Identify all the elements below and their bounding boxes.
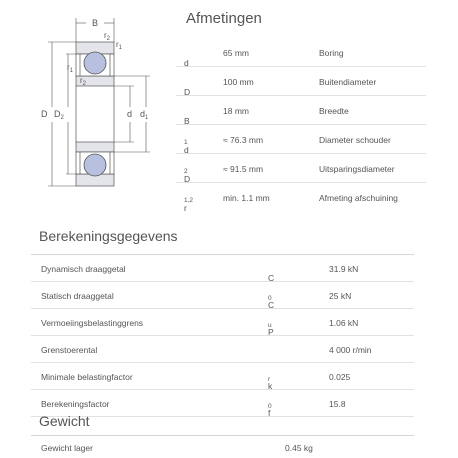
calculation-value: 25 kN [329, 291, 352, 301]
dimensions-table [176, 38, 426, 211]
dimension-row-recess-diameter [176, 154, 426, 183]
dimension-value: 100 mm [223, 77, 254, 87]
mass-row-bearing [31, 436, 414, 454]
label-B: B [91, 18, 99, 28]
calculation-name: Grenstoerental [41, 345, 98, 355]
calculation-value: 0.025 [329, 372, 351, 382]
calculation-symbol: P $_u$ [268, 322, 274, 337]
upper-ball [84, 52, 106, 74]
dimension-description: Breedte [319, 106, 349, 116]
calculation-symbol: f $_0$ [268, 403, 272, 418]
dimension-symbol: D $_2$ [184, 168, 191, 184]
label-r1-left: $r_1$ [67, 63, 74, 74]
dimension-row-shoulder-diameter [176, 125, 426, 154]
dimensions-heading: Afmetingen [186, 10, 262, 27]
dimension-row-chamfer [176, 183, 426, 211]
calculation-value: 31.9 kN [329, 264, 359, 274]
calculation-table [31, 255, 414, 417]
dimension-symbol: d $_1$ [184, 139, 189, 155]
calculation-value: 1.06 kN [329, 318, 359, 328]
calculation-name: Minimale belastingfactor [41, 372, 133, 382]
dimension-value: 18 mm [223, 106, 249, 116]
label-r2-left: $r_2$ [80, 76, 87, 87]
dimension-value: ≈ 76.3 mm [223, 135, 264, 145]
calculation-name: Berekeningsfactor [41, 399, 110, 409]
dimension-value: ≈ 91.5 mm [223, 164, 264, 174]
calculation-value: 15.8 [329, 399, 346, 409]
calculation-row-limiting-speed [31, 336, 414, 363]
dimension-description: Boring [319, 48, 344, 58]
calculation-name: Statisch draaggetal [41, 291, 114, 301]
dimension-row-outer-diameter: D 100 mm Buitendiameter [176, 67, 426, 96]
label-d1: $d_1$ [140, 109, 149, 121]
calculation-row-dynamic-load: Dynamisch draaggetal C 31.9 kN [31, 255, 414, 282]
mass-name: Gewicht lager [41, 443, 93, 453]
calculation-symbol: k $_r$ [268, 376, 273, 391]
calculation-heading: Berekeningsgegevens [39, 228, 178, 244]
mass-value: 0.45 kg [285, 443, 313, 453]
calculation-symbol: C $_0$ [268, 295, 275, 310]
dimension-description: Uitsparingsdiameter [319, 164, 395, 174]
label-r1-top: $r_1$ [116, 40, 123, 51]
dimension-description: Diameter schouder [319, 135, 391, 145]
calculation-row-min-load-factor [31, 363, 414, 390]
dimension-description: Afmeting afschuining [319, 193, 398, 203]
dimension-symbol: r $_{1,2}$ [184, 197, 194, 213]
calculation-row-fatigue-limit [31, 309, 414, 336]
label-r2-top: $r_2$ [104, 31, 111, 42]
calculation-value: 4 000 r/min [329, 345, 372, 355]
calculation-name: Dynamisch draaggetal [41, 264, 126, 274]
mass-heading: Gewicht [39, 413, 90, 429]
dimension-value: 65 mm [223, 48, 249, 58]
label-D2: $D_2$ [54, 109, 64, 121]
dimension-value: min. 1.1 mm [223, 193, 270, 203]
lower-ball [84, 154, 106, 176]
label-D: D [41, 109, 48, 119]
bearing-cross-section-drawing [30, 14, 160, 194]
calculation-row-static-load [31, 282, 414, 309]
dimension-description: Buitendiameter [319, 77, 377, 87]
dimension-row-bore: d 65 mm Boring [176, 38, 426, 67]
lower-inner-ring [76, 142, 114, 152]
label-d: d [127, 109, 133, 119]
dimension-row-width: B 18 mm Breedte [176, 96, 426, 125]
calculation-name: Vermoeiingsbelastinggrens [41, 318, 144, 328]
